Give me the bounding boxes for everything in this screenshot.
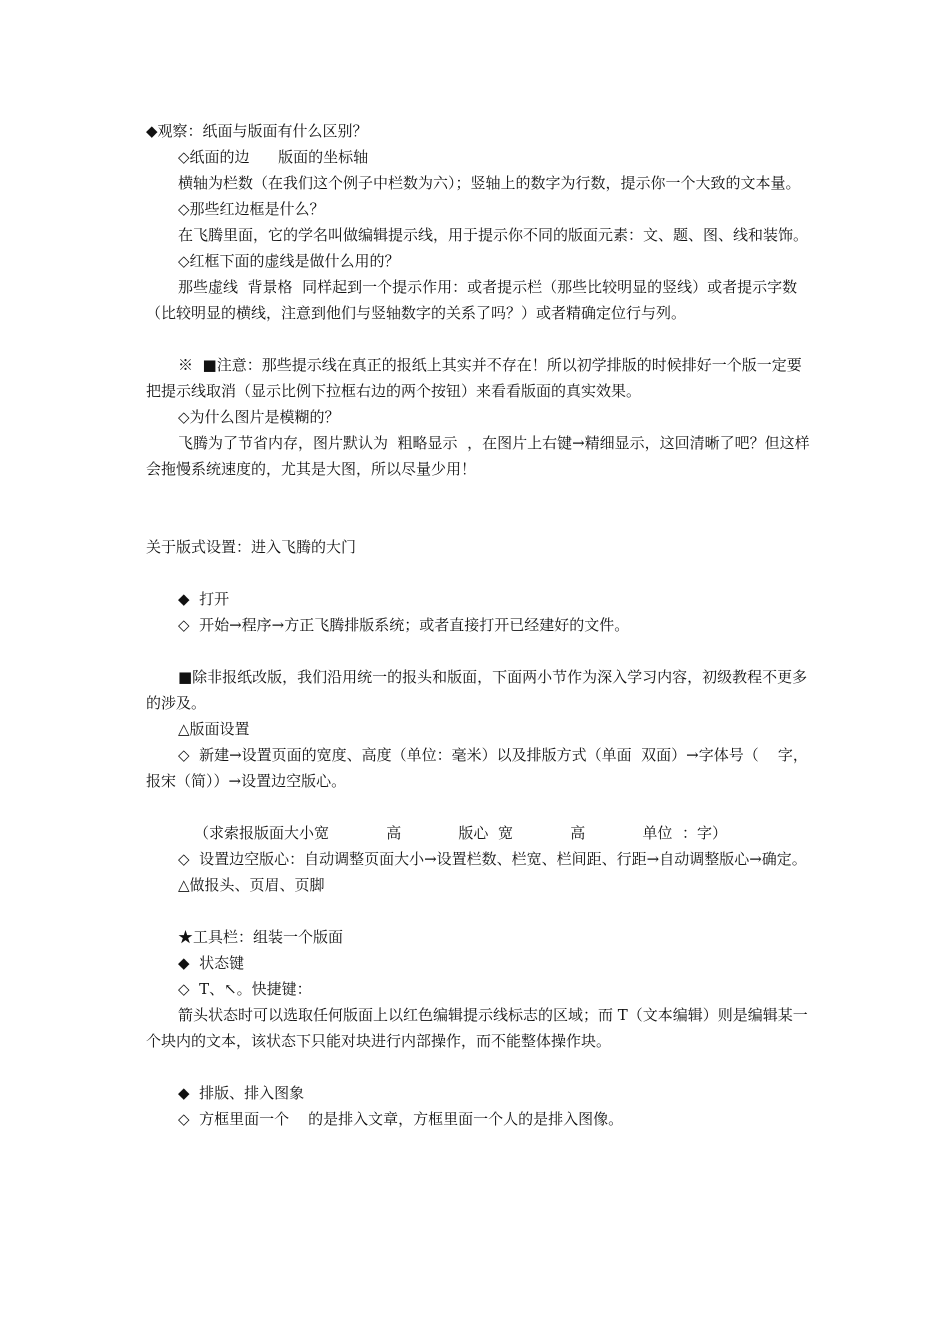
- text-line: ◇为什么图片是模糊的？: [178, 408, 340, 426]
- text-line: ◇纸面的边 版面的坐标轴: [178, 148, 369, 166]
- text-line: ◆ 打开: [178, 590, 230, 608]
- text-line: ◆观察：纸面与版面有什么区别？: [146, 122, 368, 140]
- text-line: ◇ 新建→设置页面的宽度、高度（单位：毫米）以及排版方式（单面 双面）→字体号（ 字，报宋（简））→设置边空版心。: [146, 746, 808, 790]
- spacer: [146, 898, 810, 924]
- text-line: ◇ 设置边空版心：自动调整页面大小→设置栏数、栏宽、栏间距、行距→自动调整版心→确定。: [178, 850, 807, 868]
- text-line: 横轴为栏数（在我们这个例子中栏数为六）；竖轴上的数字为行数，提示你一个大致的文本量。: [178, 174, 801, 192]
- text-line: ◇ T、↖。快捷键：: [178, 980, 312, 998]
- text-line: ◇ 方框里面一个 的是排入文章，方框里面一个人的是排入图像。: [178, 1110, 624, 1128]
- text-line: 那些虚线 背景格 同样起到一个提示作用：或者提示栏（那些比较明显的竖线）或者提示字数（比较明显的横线，注意到他们与竖轴数字的关系了吗？）或者精确定位行与列。: [146, 278, 798, 322]
- spacer: [146, 1054, 810, 1080]
- spacer: [146, 638, 810, 664]
- document-page: [146, 118, 810, 1132]
- text-line: 箭头状态时可以选取任何版面上以红色编辑提示线标志的区域；而 T（文本编辑）则是编辑某一个块内的文本，该状态下只能对块进行内部操作，而不能整体操作块。: [146, 1006, 808, 1050]
- spacer: [146, 794, 810, 820]
- spacer: [146, 560, 810, 586]
- text-line: ■除非报纸改版，我们沿用统一的报头和版面，下面两小节作为深入学习内容，初级教程不更多的涉及。: [146, 668, 808, 712]
- text-line: ※ ■注意：那些提示线在真正的报纸上其实并不存在！所以初学排版的时候排好一个版一定要把提示线取消（显示比例下拉框右边的两个按钮）来看看版面的真实效果。: [146, 356, 802, 400]
- text-line: △版面设置: [178, 720, 250, 738]
- spacer: [146, 482, 810, 534]
- text-line: △做报头、页眉、页脚: [178, 876, 325, 894]
- text-line: ◆ 状态键: [178, 954, 245, 972]
- text-line: ◆ 排版、排入图象: [178, 1084, 305, 1102]
- text-line: ◇红框下面的虚线是做什么用的？: [178, 252, 400, 270]
- section-heading: 关于版式设置：进入飞腾的大门: [146, 538, 357, 556]
- text-line: （求索报版面大小宽 高 版心 宽 高 单位 ：字）: [194, 824, 727, 842]
- text-line: ◇那些红边框是什么？: [178, 200, 325, 218]
- text-line: 飞腾为了节省内存，图片默认为 粗略显示 ，在图片上右键→精细显示，这回清晰了吧？但这样会拖慢系统速度的，尤其是大图，所以尽量少用！: [146, 434, 810, 478]
- spacer: [146, 326, 810, 352]
- text-line: ◇ 开始→程序→方正飞腾排版系统；或者直接打开已经建好的文件。: [178, 616, 630, 634]
- text-line: 在飞腾里面，它的学名叫做编辑提示线，用于提示你不同的版面元素：文、题、图、线和装饰。: [178, 226, 809, 244]
- text-line: ★工具栏：组装一个版面: [178, 928, 344, 946]
